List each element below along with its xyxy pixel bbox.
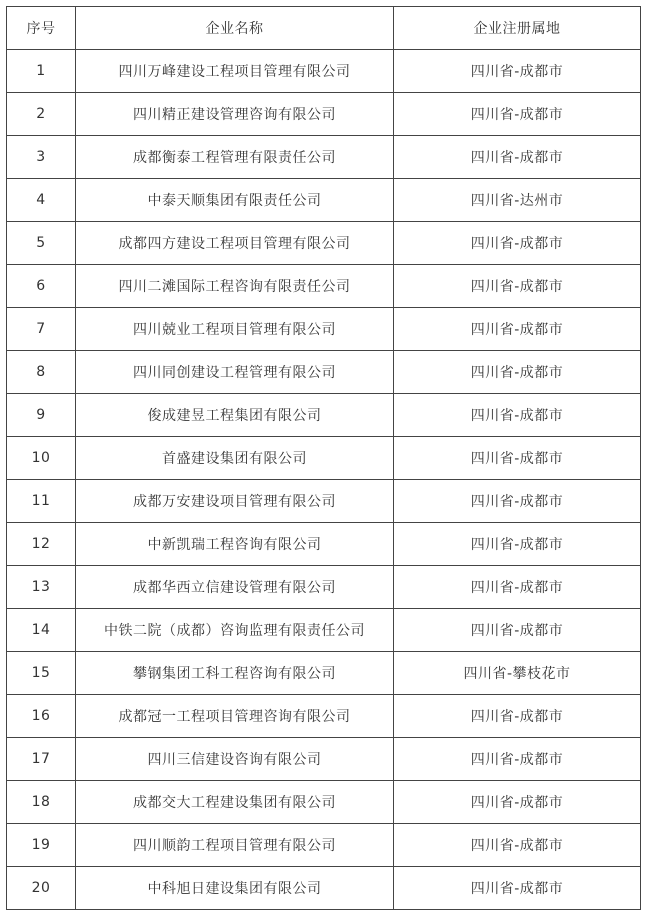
company-name-cell: 成都衡泰工程管理有限责任公司 <box>76 136 394 179</box>
table-row <box>7 652 641 695</box>
table-body <box>7 50 641 910</box>
company-name-cell: 攀钢集团工科工程咨询有限公司 <box>76 652 394 695</box>
table-row <box>7 222 641 265</box>
header-company-name: 企业名称 <box>76 7 394 50</box>
company-name-cell: 中泰天顺集团有限责任公司 <box>76 179 394 222</box>
serial-number-cell: 19 <box>7 824 76 867</box>
company-name-cell: 成都万安建设项目管理有限公司 <box>76 480 394 523</box>
table-row <box>7 136 641 179</box>
registered-location-cell: 四川省-成都市 <box>394 136 641 179</box>
registered-location-cell: 四川省-成都市 <box>394 93 641 136</box>
table-row <box>7 308 641 351</box>
table-row <box>7 523 641 566</box>
header-registered-location: 企业注册属地 <box>394 7 641 50</box>
serial-number-cell: 13 <box>7 566 76 609</box>
table-row <box>7 50 641 93</box>
enterprise-table-container <box>6 6 640 910</box>
registered-location-cell: 四川省-成都市 <box>394 695 641 738</box>
company-name-cell: 四川顺韵工程项目管理有限公司 <box>76 824 394 867</box>
company-name-cell: 成都四方建设工程项目管理有限公司 <box>76 222 394 265</box>
serial-number-cell: 1 <box>7 50 76 93</box>
serial-number-cell: 15 <box>7 652 76 695</box>
header-serial-number: 序号 <box>7 7 76 50</box>
serial-number-cell: 18 <box>7 781 76 824</box>
registered-location-cell: 四川省-成都市 <box>394 351 641 394</box>
enterprise-table <box>6 6 641 910</box>
company-name-cell: 俊成建昱工程集团有限公司 <box>76 394 394 437</box>
registered-location-cell: 四川省-成都市 <box>394 308 641 351</box>
company-name-cell: 四川万峰建设工程项目管理有限公司 <box>76 50 394 93</box>
serial-number-cell: 20 <box>7 867 76 910</box>
company-name-cell: 成都冠一工程项目管理咨询有限公司 <box>76 695 394 738</box>
registered-location-cell: 四川省-达州市 <box>394 179 641 222</box>
serial-number-cell: 10 <box>7 437 76 480</box>
table-row <box>7 609 641 652</box>
table-row <box>7 695 641 738</box>
table-header <box>7 7 641 50</box>
company-name-cell: 成都华西立信建设管理有限公司 <box>76 566 394 609</box>
company-name-cell: 四川精正建设管理咨询有限公司 <box>76 93 394 136</box>
table-row <box>7 93 641 136</box>
table-row <box>7 480 641 523</box>
registered-location-cell: 四川省-成都市 <box>394 222 641 265</box>
table-row <box>7 351 641 394</box>
company-name-cell: 四川兢业工程项目管理有限公司 <box>76 308 394 351</box>
table-row <box>7 265 641 308</box>
serial-number-cell: 8 <box>7 351 76 394</box>
serial-number-cell: 5 <box>7 222 76 265</box>
table-row <box>7 738 641 781</box>
company-name-cell: 四川同创建设工程管理有限公司 <box>76 351 394 394</box>
table-row <box>7 179 641 222</box>
serial-number-cell: 17 <box>7 738 76 781</box>
registered-location-cell: 四川省-成都市 <box>394 50 641 93</box>
table-row <box>7 781 641 824</box>
registered-location-cell: 四川省-成都市 <box>394 523 641 566</box>
registered-location-cell: 四川省-成都市 <box>394 867 641 910</box>
serial-number-cell: 7 <box>7 308 76 351</box>
serial-number-cell: 6 <box>7 265 76 308</box>
table-row <box>7 437 641 480</box>
serial-number-cell: 9 <box>7 394 76 437</box>
table-row <box>7 824 641 867</box>
registered-location-cell: 四川省-成都市 <box>394 781 641 824</box>
company-name-cell: 首盛建设集团有限公司 <box>76 437 394 480</box>
registered-location-cell: 四川省-成都市 <box>394 480 641 523</box>
company-name-cell: 中铁二院（成都）咨询监理有限责任公司 <box>76 609 394 652</box>
company-name-cell: 中新凯瑞工程咨询有限公司 <box>76 523 394 566</box>
table-row <box>7 867 641 910</box>
serial-number-cell: 2 <box>7 93 76 136</box>
serial-number-cell: 11 <box>7 480 76 523</box>
serial-number-cell: 4 <box>7 179 76 222</box>
registered-location-cell: 四川省-成都市 <box>394 566 641 609</box>
registered-location-cell: 四川省-成都市 <box>394 437 641 480</box>
registered-location-cell: 四川省-成都市 <box>394 738 641 781</box>
registered-location-cell: 四川省-成都市 <box>394 265 641 308</box>
registered-location-cell: 四川省-成都市 <box>394 394 641 437</box>
serial-number-cell: 16 <box>7 695 76 738</box>
company-name-cell: 成都交大工程建设集团有限公司 <box>76 781 394 824</box>
registered-location-cell: 四川省-成都市 <box>394 824 641 867</box>
serial-number-cell: 3 <box>7 136 76 179</box>
company-name-cell: 四川二滩国际工程咨询有限责任公司 <box>76 265 394 308</box>
serial-number-cell: 14 <box>7 609 76 652</box>
serial-number-cell: 12 <box>7 523 76 566</box>
registered-location-cell: 四川省-攀枝花市 <box>394 652 641 695</box>
company-name-cell: 中科旭日建设集团有限公司 <box>76 867 394 910</box>
table-row <box>7 566 641 609</box>
table-row <box>7 394 641 437</box>
header-row <box>7 7 641 50</box>
registered-location-cell: 四川省-成都市 <box>394 609 641 652</box>
company-name-cell: 四川三信建设咨询有限公司 <box>76 738 394 781</box>
